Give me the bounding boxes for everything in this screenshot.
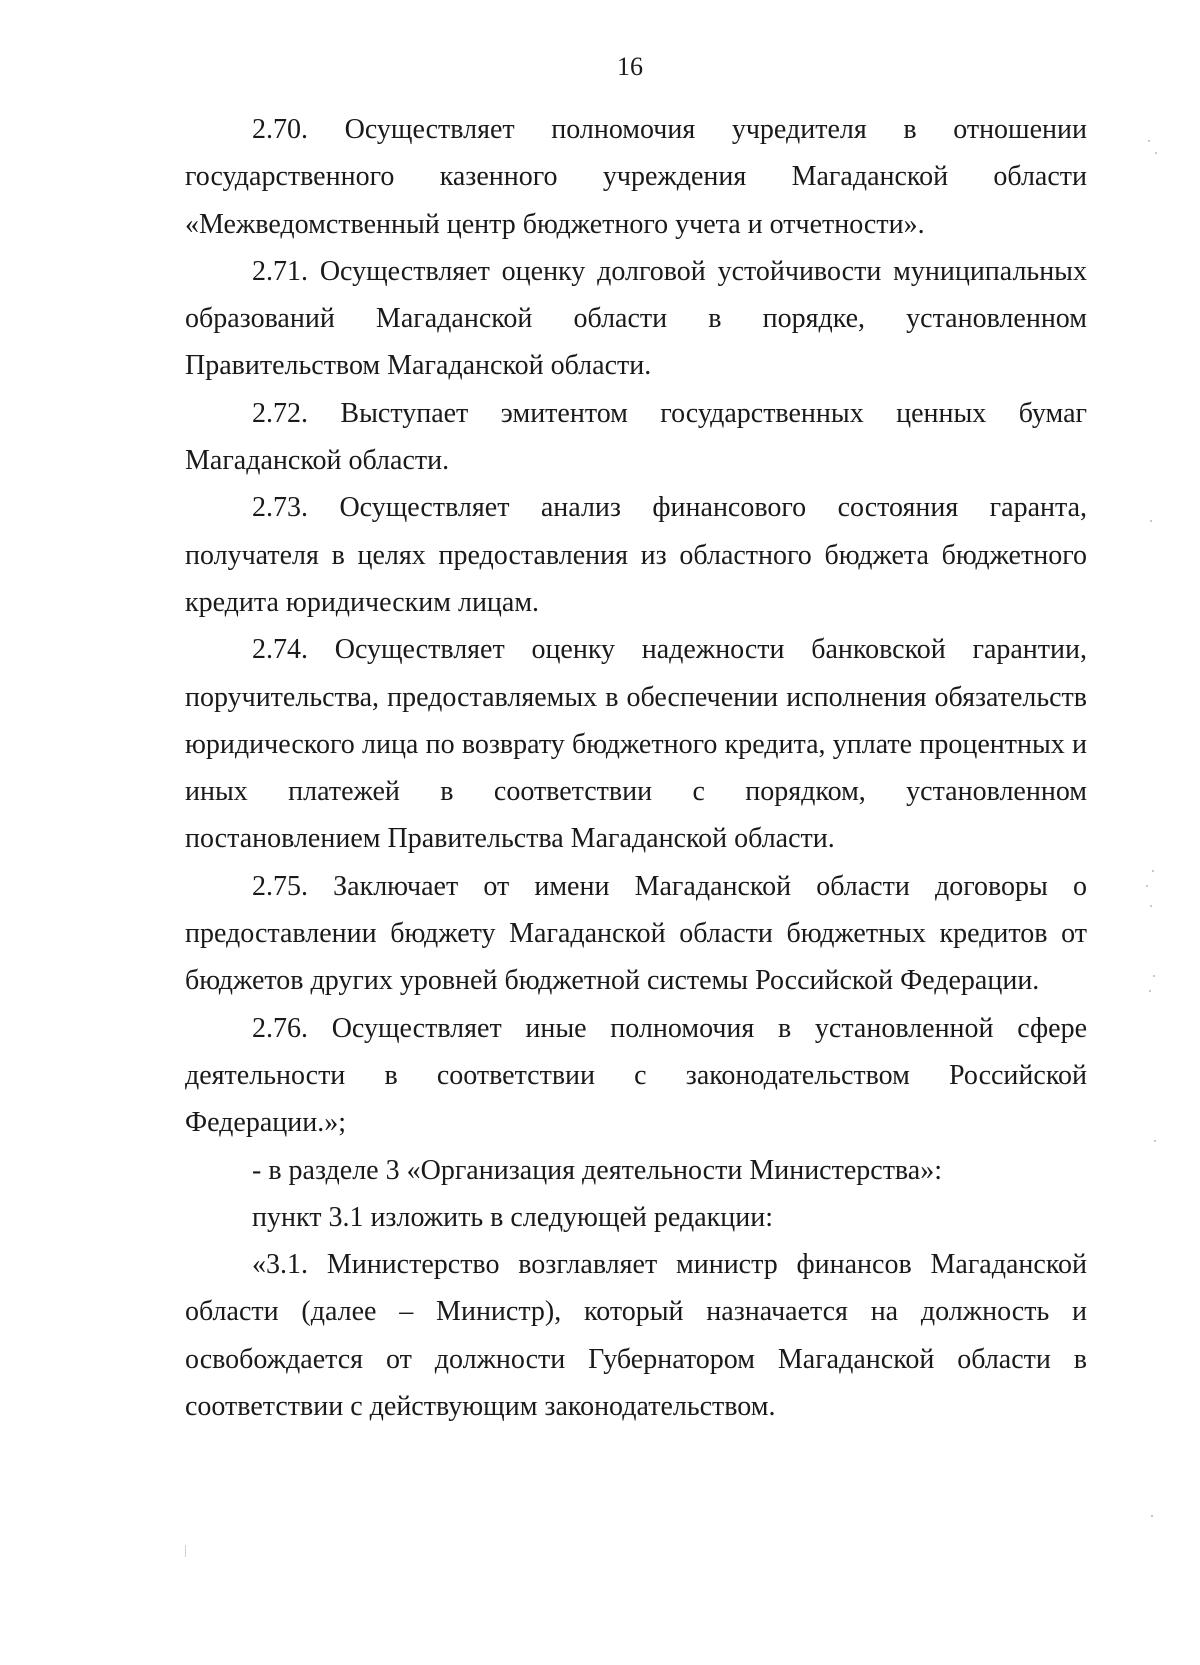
- paragraph-section-3: - в разделе 3 «Организация деятельности Министерства»:: [252, 1154, 942, 1186]
- paragraph-3-1: «3.1. Министерство возглавляет министр финансов Магаданской области (далее – Министр), который назначается на должность и освобождается от должности Губернатором Магаданской области в соответствии с действующим законодательством.: [185, 1249, 1087, 1423]
- scan-speck: [1150, 905, 1152, 907]
- paragraph-2-73: 2.73. Осуществляет анализ финансового состояния гаранта, получателя в целях предоставления из областного бюджета бюджетного кредита юридическим лицам.: [185, 492, 1087, 618]
- scan-speck: [1154, 1140, 1156, 1142]
- scan-speck: [1151, 1515, 1153, 1517]
- paragraph-2-75: 2.75. Заключает от имени Магаданской области договоры о предоставлении бюджету Магаданской области бюджетных кредитов от бюджетов других уровней бюджетной системы Российской Федерации.: [185, 870, 1087, 997]
- paragraph-item-3-1-instruction: пункт 3.1 изложить в следующей редакции:: [252, 1201, 773, 1233]
- document-body: [185, 106, 1087, 1430]
- paragraph-2-70: 2.70. Осуществляет полномочия учредителя в отношении государственного казенного учреждения Магаданской области «Межведомственный центр бюджетного учета и отчетности».: [185, 114, 1087, 240]
- scan-speck: [1150, 520, 1152, 522]
- scan-speck: [1153, 975, 1155, 977]
- scan-speck: [1155, 152, 1157, 154]
- scan-speck: [1149, 990, 1151, 992]
- paragraph-2-74: 2.74. Осуществляет оценку надежности банковской гарантии, поручительства, предоставляемых в обеспечении исполнения обязательств юридического лица по возврату бюджетного кредита, уплате процентных и иных платежей в соответствии с порядком, установленном постановлением Правительства Магаданской области.: [185, 634, 1087, 855]
- scan-speck: [1152, 870, 1154, 872]
- scan-speck: [1146, 885, 1148, 887]
- page-number: 16: [617, 52, 643, 81]
- scan-line: [185, 1545, 186, 1557]
- paragraph-2-71: 2.71. Осуществляет оценку долговой устойчивости муниципальных образований Магаданской области в порядке, установленном Правительством Магаданской области.: [185, 255, 1087, 382]
- scan-speck: [1148, 140, 1150, 142]
- paragraph-2-72: 2.72. Выступает эмитентом государственных ценных бумаг Магаданской области.: [185, 397, 1087, 477]
- paragraph-2-76: 2.76. Осуществляет иные полномочия в установленной сфере деятельности в соответствии с законодательством Российской Федерации.»;: [185, 1012, 1087, 1139]
